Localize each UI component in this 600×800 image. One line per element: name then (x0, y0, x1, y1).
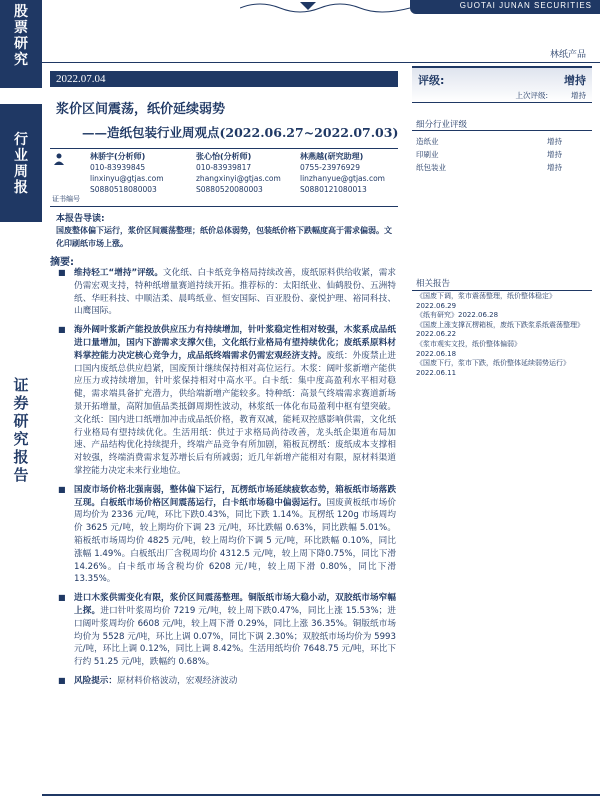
rating-label: 评级: (418, 74, 445, 87)
guide-text: 国废整体偏下运行，浆价区间震荡整理；纸价总体弱势，包装纸价格下跌幅度高于需求偏弱。文化印刷纸市场上涨。 (56, 226, 392, 248)
guide-title: 本报告导读: (56, 214, 105, 224)
author-block (50, 148, 398, 208)
author-email[interactable]: zhangxinyi@gtjas.com (196, 174, 281, 183)
author-card (90, 151, 164, 195)
rating-box (412, 66, 592, 103)
related-reports-divider (412, 290, 592, 291)
side-rail-char: 报 (13, 448, 29, 466)
author-phone: 0755-23976929 (300, 163, 360, 172)
bullet-lead: 国废市场价格北强南弱，整体偏下运行，瓦楞纸市场延续疲软态势，箱板纸市场落跌互现。白板纸市场价格区间震荡运行，白卡纸市场稳中偏弱运行。 (74, 484, 396, 508)
brand-logo-bar (410, 0, 600, 14)
sub-industry-rating: 增持 (547, 163, 562, 172)
abstract-bullet (56, 592, 396, 669)
side-rail-char: 行 (14, 132, 28, 148)
related-reports-title: 相关报告 (416, 279, 451, 289)
author-cert: S0880520080003 (196, 185, 263, 194)
side-rail-char: 报 (14, 180, 28, 196)
bullet-lead: 风险提示： (74, 675, 117, 686)
side-rail-char: 究 (13, 430, 29, 448)
side-rail-char: 研 (14, 36, 28, 52)
abstract-title: 摘要: (50, 257, 74, 268)
bullet-body: 文化纸、白卡纸竞争格局持续改善，废纸原料供给收紧，需求仍需宏观支持，特种纸增量赛道持续开拓。推荐标的：太阳纸业、仙鹤股份、五洲特纸、华旺科技、中顺洁柔、晨鸣纸业、恒安国际、百亚股份、豪悦护理、裕同科技、山鹰国际。 (74, 268, 396, 317)
abstract-bullet (56, 324, 396, 478)
side-rail-char: 周 (14, 164, 28, 180)
abstract-bullets (56, 267, 396, 688)
sub-industry-name: 印刷业 (416, 150, 439, 159)
abstract-bullet (56, 267, 396, 318)
bullet-lead: 海外阔叶浆新产能投放供应压力有持续增加，针叶浆稳定性相对较强，木浆系成品纸进口量增加，国内下游需求支撑欠佳，文化纸行业格局有望持续优化；废纸系原料材料掌控能力决定核心竞争力，成品纸终端需求仍需宏观经济支持。 (74, 325, 396, 361)
related-report-link[interactable]: 《国废上涨支撑瓦楞箱板，废纸下跌浆系纸震荡整理》2022.06.22 (416, 320, 584, 339)
bullet-body: 原材料价格波动，宏观经济波动 (116, 675, 238, 686)
author-name: 林骄宇(分析师) (90, 152, 146, 161)
abstract-bullet (56, 484, 396, 586)
sub-industry-name: 纸包装业 (416, 163, 446, 172)
report-title: 浆价区间震荡，纸价延续弱势 (56, 102, 226, 117)
side-rail-char: 究 (14, 52, 28, 68)
bullet-lead: 维持轻工“增持”评级。 (74, 268, 164, 278)
author-email[interactable]: linxinyu@gtjas.com (90, 174, 164, 183)
author-card (196, 151, 281, 195)
page-header (42, 0, 600, 40)
side-rail-char: 研 (13, 412, 29, 430)
sub-industry-divider (412, 130, 592, 131)
side-rail-top-block (0, 0, 42, 88)
previous-rating-value: 增持 (571, 91, 586, 100)
side-rail (0, 0, 42, 800)
related-report-link[interactable]: 《纸有研究》2022.06.28 (416, 311, 499, 320)
author-email[interactable]: linzhanyue@gtjas.com (300, 174, 385, 183)
report-category: 林纸产品 (549, 50, 586, 60)
related-reports-list (416, 292, 592, 378)
bullet-lead: 进口木浆供需变化有限，浆价区间震荡整理。铜版纸市场大稳小动，双胶纸市场窄幅上探。 (74, 593, 396, 616)
abstract-bullet (56, 675, 396, 688)
header-divider (42, 62, 600, 63)
author-cert: S0880518080003 (90, 185, 157, 194)
sub-industry-title: 细分行业评级 (416, 120, 468, 130)
side-rail-char: 股 (14, 4, 28, 20)
side-rail-char: 业 (14, 148, 28, 164)
report-date: 2022.07.04 (50, 71, 398, 87)
person-icon (54, 153, 64, 165)
author-cert: S0880121080013 (300, 185, 367, 194)
cert-label: 证书编号 (52, 195, 80, 203)
author-name: 林燕越(研究助理) (300, 152, 364, 161)
previous-rating-label: 上次评级: (515, 91, 548, 100)
bullet-body: 废纸：外废禁止进口国内废纸总供应趋紧，国废预计继续保持相对高位运行。木浆：阔叶浆新增产能供应压力或持续增加，针叶浆保持相对中高水平。白卡纸：集中度高盈利水平相对稳健，需求端具备扩充潜力，供给端新增产能较多。特种纸：高景气终端需求赛道新场景开拓增量，高附加值品类抵御周期性波动，林浆纸一体化布局盈利中枢有望突破。文化纸：国内进口纸增加冲击成品纸价格，教育双减，能耗双控感影响供需，文化纸行业格局有望持续优化。生活用纸：供过于求格局尚待改善，龙头纸企渠道布局加速、产品结构优化持续提升，终端产品竞争有所加剧，箱板瓦楞纸：废纸成本支撑相对较强，终端消费需求复苏增长后有所减弱；近几年新增产能相对有限，原材料渠道掌控能力决定未来行业地位。 (74, 350, 396, 476)
author-name: 张心怡(分析师) (196, 152, 252, 161)
side-rail-bottom-block (0, 236, 42, 800)
related-report-link[interactable]: 《国废下调，浆市震荡整理，纸价整体稳定》 (416, 292, 556, 300)
side-rail-middle-block (0, 104, 42, 222)
side-rail-char: 票 (14, 20, 28, 36)
sub-industry-rating: 增持 (547, 137, 562, 146)
rating-value: 增持 (564, 74, 586, 87)
footer-divider (42, 794, 600, 796)
bullet-body: 进口针叶浆周均价 7219 元/吨，较上周下跌0.47%，同比上涨 15.53%；进口阔叶浆周均价 6608 元/吨，较上周下滑 0.29%，同比上涨 36.35%。铜版纸市场均价为 5528 元/吨，环比上调 0.07%，同比下调 2.30%；双胶纸市场均价为 5993 元/吨，环比上调 0.12%，同比上调 8.42%。生活用纸均价 7648.75 元/吨，环比下行约 51.25 元/吨，跌幅约 0.68%。 (74, 605, 396, 668)
side-rail-char: 证 (13, 376, 29, 394)
related-report-date: 2022.06.18 (416, 349, 457, 358)
brand-wave-logo (240, 0, 410, 16)
sub-industry-rating: 增持 (547, 150, 562, 159)
related-report-link[interactable]: 《国废下行，浆市下跌，纸价整体延续弱势运行》2022.06.11 (416, 359, 570, 377)
related-report-date: 2022.06.29 (416, 301, 457, 310)
sub-industry-name: 造纸业 (416, 137, 439, 146)
authors-divider (50, 206, 398, 207)
side-rail-char: 券 (13, 394, 29, 412)
author-phone: 010-83939845 (90, 163, 146, 172)
author-card (300, 151, 385, 195)
report-subtitle: ——造纸包装行业周观点(2022.06.27~2022.07.03) (82, 125, 399, 140)
author-phone: 010-83939817 (196, 163, 252, 172)
brand-name-en: GUOTAI JUNAN SECURITIES (459, 1, 592, 10)
related-report-link[interactable]: 《浆市观实文投，纸价整体偏弱》 (416, 339, 521, 348)
side-rail-char: 告 (13, 466, 29, 484)
bullet-body: 国废黄板纸市场价周均价为 2336 元/吨，环比下跌0.43%，同比下跌 1.14%。瓦楞纸 120g 市场周均价 3625 元/吨，较上期均价下调 23 元/吨，环比跌幅 0.63%，同比跌幅 5.01%。箱板纸市场周均价 4825 元/吨，较上周均价下调 5 元/吨，环比跌幅 0.10%，同比涨幅 1.49%。白板纸出厂含税周均价 4312.5 元/吨，较上周下降0.75%，同比下滑 14.26%。白卡纸市场含税均价 6208 元/吨，较上周下滑 0.80%，同比下滑 13.35%。 (74, 497, 396, 585)
